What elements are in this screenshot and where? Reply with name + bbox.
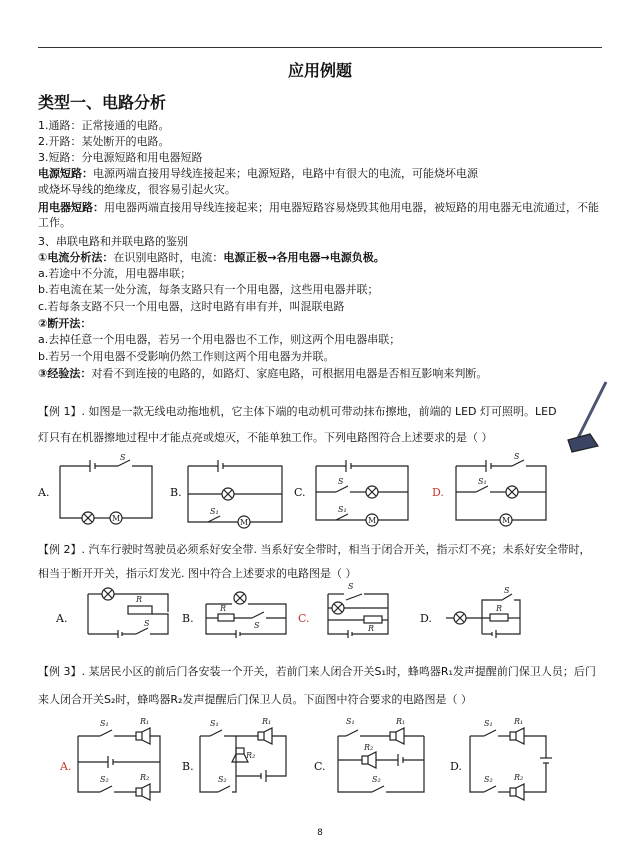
page-title: 应用例题 (287, 61, 352, 80)
svg-text:S: S (338, 477, 344, 486)
example3-option-d: D. (450, 760, 462, 773)
example2-option-a: A. (56, 612, 68, 625)
svg-text:S: S (514, 452, 520, 461)
svg-text:M: M (240, 518, 249, 527)
section-heading: 类型一、电路分析 (38, 93, 167, 112)
theory-line: b.若另一个用电器不受影响仍然工作则这两个用电器为并联。 (38, 350, 335, 363)
term-label: 电源短路： (38, 167, 93, 180)
switch-label: S (120, 453, 126, 462)
example2-line: 相当于断开开关，指示灯发光. 图中符合上述要求的电路图是（ ） (38, 567, 357, 580)
svg-text:S₁: S₁ (346, 717, 355, 726)
ex3-circuit-d (470, 717, 560, 802)
svg-text:S: S (348, 582, 354, 591)
theory-line: 或烧坏导线的绝缘皮，很容易引起火灾。 (38, 183, 236, 196)
svg-text:S: S (504, 586, 510, 595)
svg-text:R: R (496, 604, 503, 613)
example2-option-d: D. (420, 612, 432, 625)
example2-line: 【例 2】. 汽车行驶时驾驶员必须系好安全带. 当系好安全带时，相当于闭合开关，指示灯不亮；未系好安全带时， (38, 543, 591, 556)
svg-text:R: R (136, 595, 143, 604)
example1-option-d: D. (432, 486, 444, 499)
example1-line: 灯只有在机器擦地过程中才能点亮或熄灭，不能单独工作。下列电路图符合上述要求的是（ ） (38, 431, 493, 444)
theory-line: 2.开路：某处断开的电路。 (38, 135, 170, 148)
svg-text:R: R (220, 604, 227, 613)
theory-line: b.若电流在某一处分流，每条支路只有一个用电器，这些用电器并联； (38, 283, 379, 296)
theory-line: ③经验法：对看不到连接的电路的，如路灯、家庭电路，可根据用电器是否相互影响来判断。 (38, 367, 488, 380)
svg-text:M: M (112, 514, 121, 523)
theory-line: a.若途中不分流，用电器串联； (38, 267, 192, 280)
svg-text:S₁: S₁ (100, 719, 109, 728)
ex2-circuit-d (446, 586, 536, 640)
example3-line: 来人闭合开关S₂时，蜂鸣器R₂发声提醒后门保卫人员。下面图中符合要求的电路图是（ ） (38, 693, 472, 706)
page-number: 8 (317, 828, 323, 838)
svg-text:S: S (254, 621, 260, 630)
example1-option-a: A. (38, 486, 50, 499)
svg-text:R₂: R₂ (246, 751, 256, 760)
svg-text:R₂: R₂ (364, 743, 374, 752)
theory-line: ①电流分析法：在识别电路时，电流：电源正极→各用电器→电源负极。 (38, 251, 385, 264)
theory-line: 3.短路：分电源短路和用电器短路 (38, 151, 203, 164)
ex3-circuit-c (332, 717, 432, 802)
svg-text:S₂: S₂ (218, 775, 227, 784)
svg-text:S₁: S₁ (338, 505, 347, 514)
top-rule (38, 47, 602, 48)
ex1-circuit-b (188, 460, 288, 527)
svg-text:S: S (144, 619, 150, 628)
theory-line: ②断开法： (38, 317, 92, 330)
example3-option-a: A. (60, 760, 72, 773)
example2-option-c: C. (298, 612, 310, 625)
svg-text:S₁: S₁ (210, 507, 219, 516)
svg-text:S₂: S₂ (484, 775, 493, 784)
svg-text:M: M (368, 516, 377, 525)
svg-text:S₂: S₂ (100, 775, 109, 784)
theory-line: 1.通路：正常接通的电路。 (38, 119, 170, 132)
svg-text:R₁: R₁ (514, 717, 524, 726)
svg-text:R: R (368, 624, 375, 633)
svg-text:R₁: R₁ (140, 717, 150, 726)
example3-option-c: C. (314, 760, 326, 773)
ex2-circuit-c (318, 582, 408, 640)
svg-text:R₁: R₁ (262, 717, 272, 726)
theory-line: c.若每条支路不只一个用电器，这时电路有串有并，叫混联电路 (38, 300, 345, 313)
ex1-circuit-d (456, 452, 556, 525)
svg-text:S₂: S₂ (372, 775, 381, 784)
svg-text:R₁: R₁ (396, 717, 406, 726)
theory-line: 电源短路：电源两端直接用导线连接起来；电源短路，电路中有很大的电流，可能烧坏电源 (38, 167, 478, 180)
example3-line: 【例 3】. 某居民小区的前后门各安装一个开关，若前门来人闭合开关S₁时，蜂鸣器R₁发声提醒前门保卫人员；后门 (38, 665, 596, 678)
ex3-circuit-b (200, 717, 300, 802)
ex2-circuit-a (88, 590, 178, 640)
term-label: ③经验法： (38, 367, 92, 380)
svg-text:S₁: S₁ (210, 719, 219, 728)
example1-option-c: C. (294, 486, 306, 499)
svg-text:R₂: R₂ (140, 773, 150, 782)
example1-option-b: B. (170, 486, 182, 499)
example3-option-b: B. (182, 760, 194, 773)
term-label: 用电器短路： (38, 201, 104, 214)
term-label: ①电流分析法： (38, 251, 114, 264)
ex2-circuit-b (206, 590, 296, 640)
svg-text:R₂: R₂ (514, 773, 524, 782)
theory-line: a.去掉任意一个用电器，若另一个用电器也不工作，则这两个用电器串联； (38, 333, 401, 346)
example2-option-b: B. (182, 612, 194, 625)
theory-line: 用电器短路：用电器两端直接用导线连接起来；用电器短路容易烧毁其他用电器，被短路的用电器无电流通过，不能工作。 (38, 201, 599, 229)
svg-text:S₁: S₁ (478, 477, 487, 486)
ex1-circuit-a (60, 453, 160, 524)
svg-text:S₁: S₁ (484, 719, 493, 728)
mop-illustration (568, 380, 618, 460)
ex1-circuit-c (316, 460, 416, 524)
example1-line: 【例 1】. 如图是一款无线电动拖地机，它主体下端的电动机可带动抹布擦地，前端的 LED 灯可照明。LED (38, 405, 557, 418)
ex3-circuit-a (78, 717, 168, 802)
svg-text:M: M (502, 516, 511, 525)
theory-line: 3、串联电路和并联电路的鉴别 (38, 235, 188, 248)
